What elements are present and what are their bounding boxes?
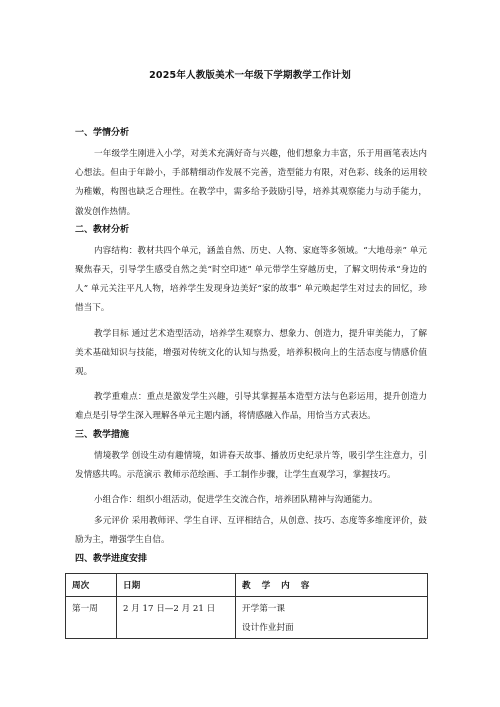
content-line: 设计作业封面 [242, 623, 294, 633]
paragraph: 一年级学生刚进入小学，对美术充满好奇与兴趣，他们想象力丰富，乐于用画笔表达内心想法。但由于年龄小，手部精细动作发展不完善，造型能力有限，对色彩、线条的运用较为稚嫩，构图也缺乏合理性。在教学中，需多给予鼓励引导，培养其观察能力与动手能力，激发创作热情。 [75, 149, 427, 217]
section-heading-textbook-analysis: 二、教材分析 [75, 224, 130, 235]
section-heading-schedule: 四、教学进度安排 [75, 553, 148, 564]
column-header-date: 日期 [117, 574, 236, 597]
column-header-week: 周次 [66, 574, 117, 597]
cell-week: 第一周 [66, 597, 117, 639]
section-heading-learning-analysis: 一、学情分析 [75, 128, 130, 138]
schedule-table [65, 573, 428, 639]
cell-date: 2 月 17 日—2 月 21 日 [117, 597, 236, 639]
paragraph: 小组合作：组织小组活动，促进学生交流合作，培养团队精神与沟通能力。 [94, 495, 378, 506]
section-heading-teaching-measures: 三、教学措施 [75, 429, 130, 440]
document-body [75, 127, 427, 571]
paragraph: 教学目标 通过艺术造型活动，培养学生观察力、想象力、创造力，提升审美能力，了解美术基础知识与技能，增强对传统文化的认知与热爱，培养积极向上的生活态度与情感价值观。 [75, 328, 427, 378]
column-header-content: 教 学 内 容 [236, 574, 428, 597]
content-line: 开学第一课 [242, 604, 285, 614]
paragraph: 情境教学 创设生动有趣情境，如讲春天故事、播放历史纪录片等，吸引学生注意力，引发情感共鸣。示范演示 教师示范绘画、手工制作步骤，让学生直观学习，掌握技巧。 [75, 450, 427, 480]
document-title: 2025年人教版美术一年级下学期教学工作计划 [149, 70, 351, 81]
table-header-row [66, 574, 428, 597]
paragraph: 内容结构：教材共四个单元，涵盖自然、历史、人物、家庭等多领域。“大地母亲” 单元聚焦春天，引导学生感受自然之美“时空印迹” 单元带学生穿越历史，了解文明传承“身边的人” 单元关注平凡人物，培养学生发现身边美好“家的故事” 单元唤起学生对过去的回忆，珍惜当下。 [75, 245, 427, 314]
cell-content [236, 597, 428, 639]
paragraph: 多元评价 采用教师评、学生自评、互评相结合，从创意、技巧、态度等多维度评价，鼓励为主，增强学生自信。 [75, 516, 427, 546]
table-row [66, 597, 428, 639]
paragraph: 教学重难点：重点是激发学生兴趣，引导其掌握基本造型方法与色彩运用，提升创造力 难点是引导学生深入理解各单元主题内涵，将情感融入作品，用恰当方式表达。 [75, 392, 427, 422]
